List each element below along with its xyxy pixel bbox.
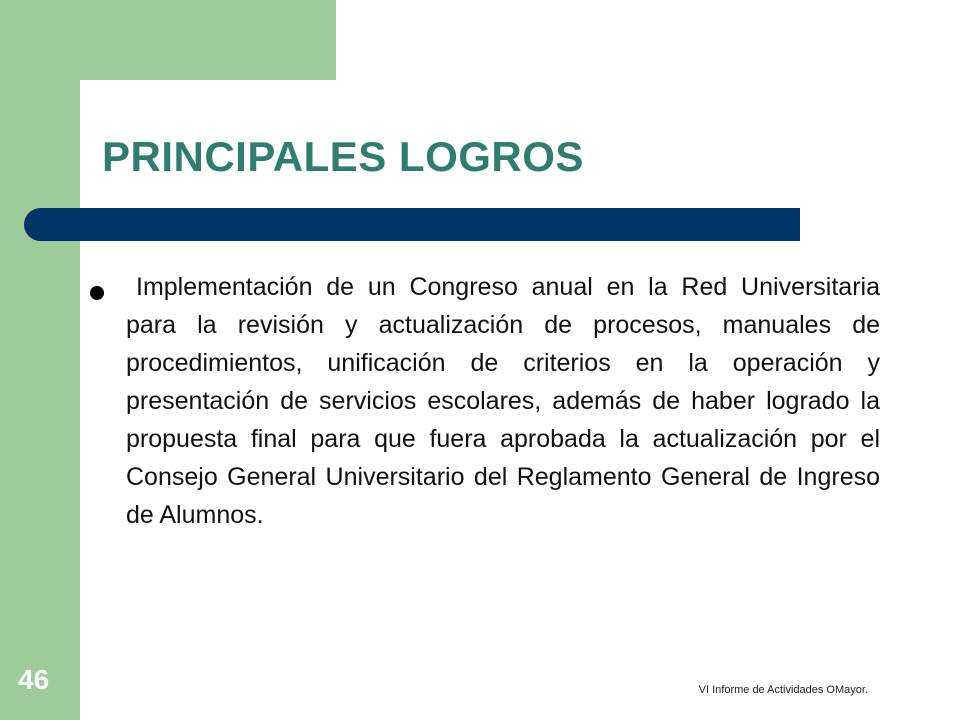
- bullet-dot-icon: [90, 286, 104, 300]
- left-accent-band: [0, 0, 80, 720]
- slide-title: PRINCIPALES LOGROS: [102, 133, 584, 180]
- top-accent-band: [0, 0, 336, 80]
- page-number: 46: [18, 664, 50, 695]
- footer-text: VI Informe de Actividades OMayor.: [698, 684, 868, 696]
- bullet-text: Implementación de un Congreso anual en la Red Universitaria para la revisión y actualización de procesos, manuales de procedimientos, unificación de criterios en la operación y presentación de servicios escolares, además de haber logrado la propuesta final para que fuera aprobada la actualización por el Consejo General Universitario del Reglamento General de Ingreso de Alumnos.: [126, 273, 880, 529]
- title-underline-bar: [24, 208, 800, 241]
